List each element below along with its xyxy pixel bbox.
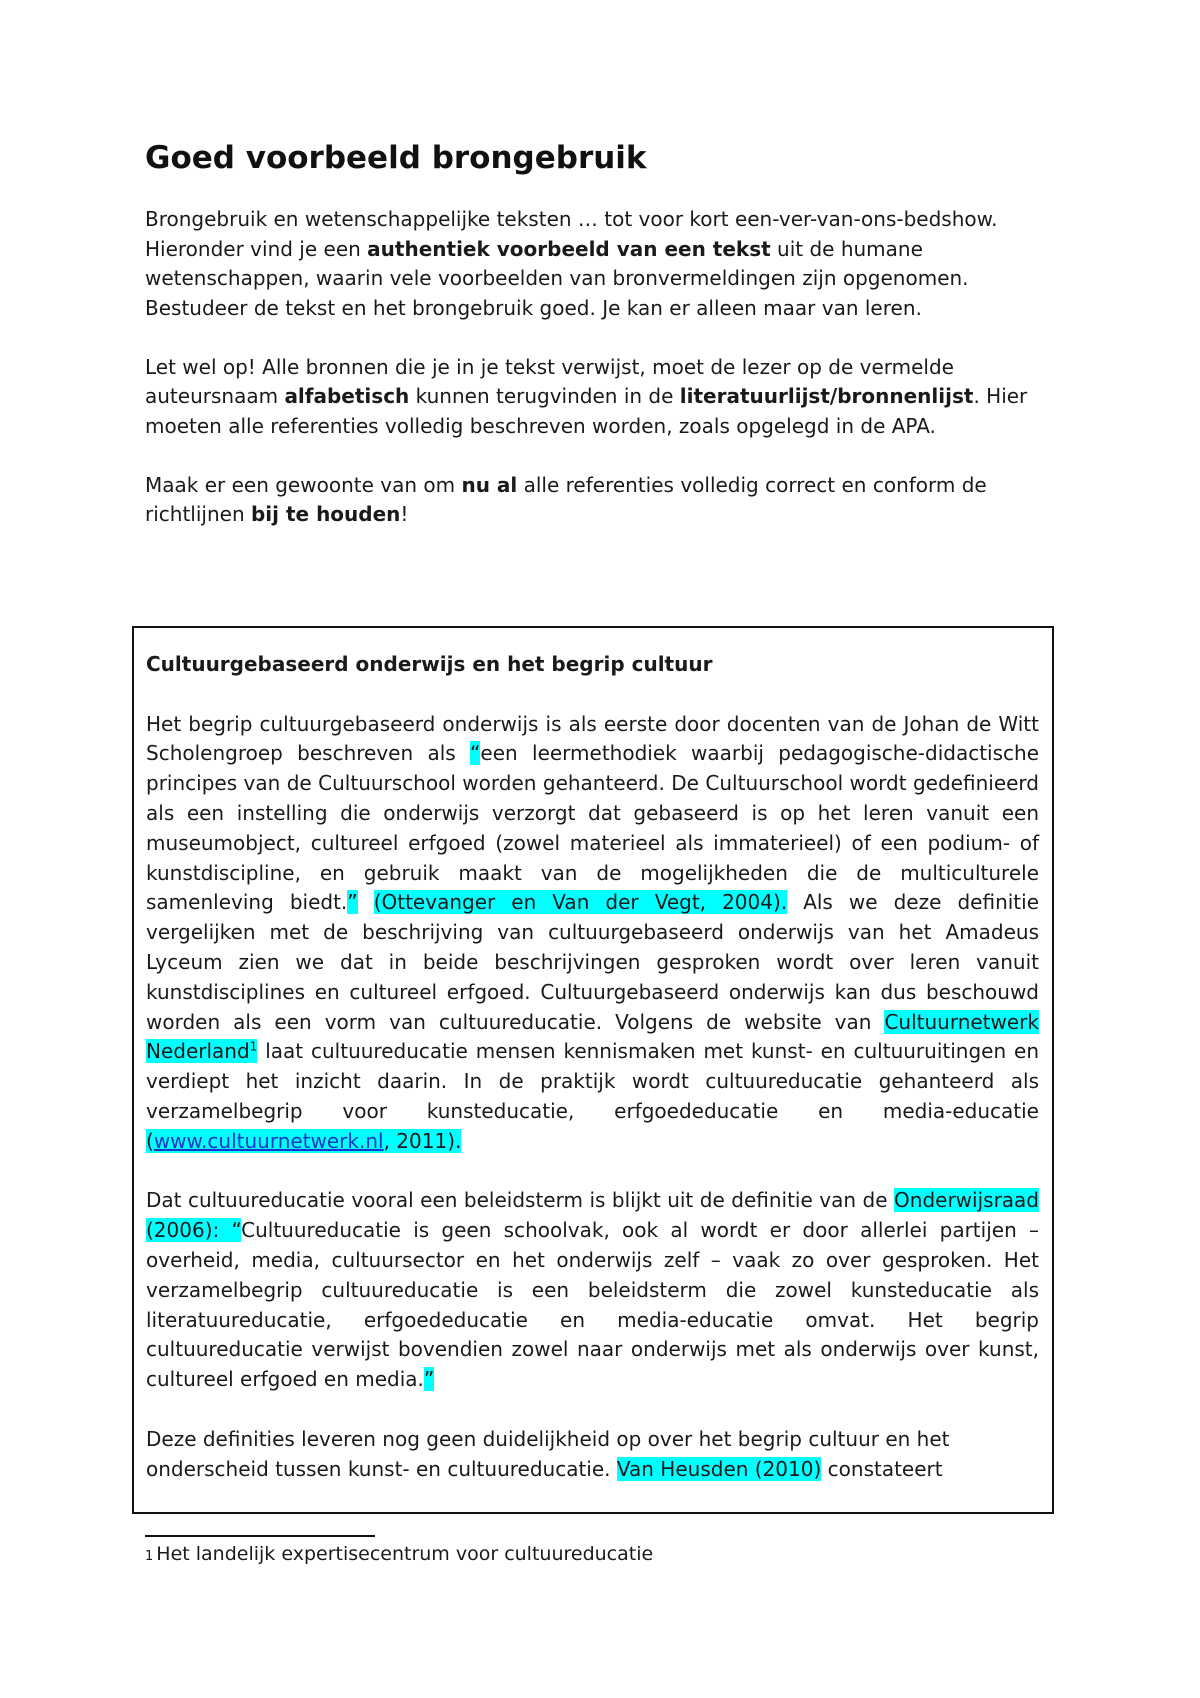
quoted-text: Cultuureducatie is geen schoolvak, ook al wordt er door allerlei partijen – overheid, media, cultuursector en het onderwijs zelf – vaak zo over gesproken. Het verzamelbegrip cultuureducatie is een beleidsterm die zowel kunsteducatie als literatuureducatie, erfgoededucatie en media-educatie omvat. Het begrip cultuureducatie verwijst bovendien zowel naar onderwijs met als onderwijs over kunst, cultureel erfgoed en media.: [146, 1218, 1039, 1392]
intro-text: alle referenties volledig correct en conform de richtlijnen: [145, 472, 987, 526]
citation-onderwijsraad: Onderwijsraad: [894, 1188, 1039, 1213]
box-paragraph-3: [146, 1425, 1039, 1485]
citation-ottevanger: (Ottevanger en Van der Vegt, 2004).: [373, 890, 788, 915]
example-text-box: [132, 626, 1054, 1514]
intro-text: . Hier moeten alle referenties volledig beschreven worden, zoals opgelegd in de APA.: [145, 384, 1028, 438]
body-text: Deze definities leveren nog geen duidelijkheid op over het begrip cultuur en het onderscheid tussen kunst- en cultuureducatie.: [146, 1426, 950, 1481]
citation-text: Cultuurnetwerk Nederland: [146, 1009, 1039, 1064]
intro-text: Maak er een gewoonte van om: [145, 472, 462, 497]
intro-section: [145, 205, 1075, 530]
footnote: [145, 1540, 653, 1571]
intro-paragraph-1: [145, 205, 1075, 323]
quoted-text: een leermethodiek waarbij pedagogische-didactische principes van de Cultuurschool worden gehanteerd. De Cultuurschool wordt gedefinieerd als een instelling die onderwijs verzorgt dat gebaseerd is op het leren vanuit een museumobject, cultureel erfgoed (zowel materieel als immaterieel) of een podium- of kunstdiscipline, en gebruik maakt van de mogelijkheden die de multiculturele samenleving biedt.: [146, 741, 1039, 915]
highlight-quote-close: ”: [347, 890, 358, 915]
body-text: Dat cultuureducatie vooral een beleidsterm is blijkt uit de definitie van de: [146, 1188, 895, 1213]
body-text: constateert: [821, 1456, 943, 1481]
page-title: Goed voorbeeld brongebruik: [145, 140, 647, 176]
intro-text: !: [400, 502, 409, 526]
intro-text: kunnen terugvinden in de: [409, 384, 680, 408]
box-title: Cultuurgebaseerd onderwijs en het begrip cultuur: [146, 652, 713, 676]
intro-bold: bij te houden: [250, 502, 401, 526]
intro-bold: authentiek voorbeeld van een tekst: [367, 236, 771, 261]
intro-text: Brongebruik en wetenschappelijke teksten … tot voor kort een-ver-van-ons-bedshow.: [145, 207, 998, 231]
footnote-marker[interactable]: 1: [249, 1039, 258, 1054]
highlight-quote-open: “: [470, 741, 481, 766]
intro-bold: nu al: [461, 472, 518, 497]
intro-text: Hieronder vind je een: [145, 236, 368, 261]
highlight-quote-close: ”: [423, 1367, 435, 1392]
body-text: Als we deze definitie vergelijken met de beschrijving van cultuurgebaseerd onderwijs van het Amadeus Lyceum zien we dat in beide beschrijvingen gesproken wordt over leren vanuit kunstdisciplines en cultureel erfgoed. Cultuurgebaseerd onderwijs kan dus beschouwd worden als een vorm van cultuureducatie. Volgens de website van: [146, 890, 1039, 1034]
intro-text: Let wel op! Alle bronnen die je in je tekst verwijst, moet de lezer op de vermelde auteursnaam: [145, 354, 954, 408]
footnote-separator: [145, 1535, 375, 1537]
citation-paren: (: [146, 1128, 154, 1153]
footnote-number: 1: [145, 1549, 154, 1564]
box-paragraph-1: [146, 710, 1039, 1157]
citation-year-2006: (2006): “: [146, 1218, 242, 1243]
intro-bold: literatuurlijst/bronnenlijst: [679, 384, 974, 408]
body-text: Het begrip cultuurgebaseerd onderwijs is als eerste door docenten van de Johan de Witt Scholengroep beschreven als: [146, 711, 1039, 766]
citation-year: , 2011).: [383, 1128, 462, 1153]
intro-paragraph-3: [145, 471, 1075, 530]
intro-bold: alfabetisch: [284, 384, 410, 408]
intro-paragraph-2: [145, 353, 1075, 442]
citation-van-heusden: Van Heusden (2010): [616, 1456, 822, 1481]
example-text-content: [146, 650, 1039, 1484]
footnote-text: Het landelijk expertisecentrum voor cultuureducatie: [156, 1543, 654, 1565]
box-paragraph-2: [146, 1186, 1039, 1395]
intro-text: uit de humane wetenschappen, waarin vele voorbeelden van bronvermeldingen zijn opgenomen. Bestudeer de tekst en het brongebruik goed. Je kan er alleen maar van leren.: [145, 236, 969, 320]
citation-website: [146, 1129, 461, 1153]
cultuurnetwerk-link[interactable]: www.cultuurnetwerk.nl: [153, 1128, 384, 1153]
body-text: laat cultuureducatie mensen kennismaken met kunst- en cultuuruitingen en verdiept het inzicht daarin. In de praktijk wordt cultuureducatie gehanteerd als verzamelbegrip voor kunsteducatie, erfgoededucatie en media-educatie: [146, 1039, 1039, 1123]
